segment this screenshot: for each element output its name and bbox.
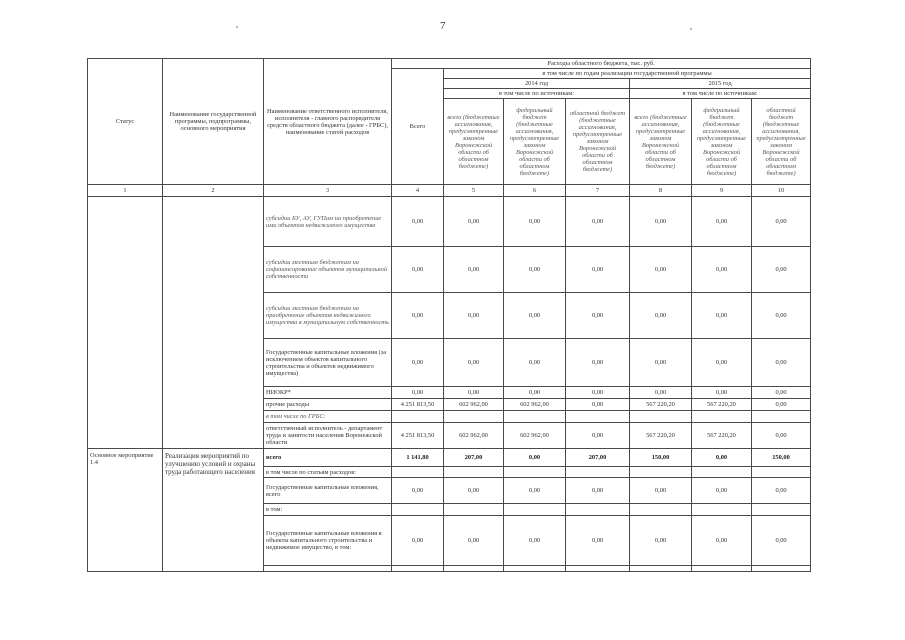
value-cell: 0,00 bbox=[692, 449, 752, 467]
header-by-years: в том числе по годам реализации государственной программы bbox=[444, 69, 811, 79]
program-cell-empty bbox=[163, 197, 264, 449]
header-executor: Наименование ответственного исполнителя, исполнителя - главного распорядителя средств областного бюджета (далее - ГРБС), наименование статей расходов bbox=[264, 59, 392, 185]
value-cell: 0,00 bbox=[630, 478, 692, 504]
value-cell-empty bbox=[566, 504, 630, 516]
budget-table bbox=[87, 58, 811, 572]
value-cell: 0,00 bbox=[752, 399, 811, 411]
value-cell: 0,00 bbox=[566, 423, 630, 449]
value-cell: 0,00 bbox=[392, 478, 444, 504]
value-cell: 0,00 bbox=[630, 247, 692, 293]
header-program-name: Наименование государственной программы, подпрограммы, основного мероприятия bbox=[163, 59, 264, 185]
row-label: Государственные капитальные вложения (за исключением объектов капитального строительства и объектов недвижимого имущества) bbox=[264, 339, 392, 387]
value-cell: 0,00 bbox=[504, 387, 566, 399]
value-cell: 0,00 bbox=[752, 293, 811, 339]
column-number: 1 bbox=[88, 185, 163, 197]
value-cell: 0,00 bbox=[692, 387, 752, 399]
column-number: 5 bbox=[444, 185, 504, 197]
value-cell: 4 251 813,50 bbox=[392, 399, 444, 411]
value-cell: 0,00 bbox=[752, 247, 811, 293]
value-cell: 0,00 bbox=[392, 197, 444, 247]
value-cell: 0,00 bbox=[444, 339, 504, 387]
header-2015-regional: областной бюджет (бюджетные ассигнования, предусмотренные законом Воронежской области об областном бюджете) bbox=[752, 99, 811, 185]
header-2014-regional: областной бюджет (бюджетные ассигнования, предусмотренные законом Воронежской области об областном бюджете) bbox=[566, 99, 630, 185]
value-cell: 0,00 bbox=[752, 423, 811, 449]
measure-status: Основное мероприятие 1.4 bbox=[88, 449, 163, 572]
value-cell: 150,00 bbox=[752, 449, 811, 467]
column-number: 2 bbox=[163, 185, 264, 197]
value-cell: 0,00 bbox=[692, 339, 752, 387]
row-label: субсидии БУ, АУ, ГУПам на приобретение ими объектов недвижимого имущества bbox=[264, 197, 392, 247]
value-cell-empty bbox=[392, 566, 444, 572]
value-cell: 0,00 bbox=[392, 247, 444, 293]
value-cell: 567 220,20 bbox=[692, 423, 752, 449]
value-cell-empty bbox=[392, 411, 444, 423]
value-cell-empty bbox=[752, 504, 811, 516]
header-2014-total: всего (бюджетные ассигнования, предусмотренные законом Воронежской области об областном бюджете) bbox=[444, 99, 504, 185]
value-cell: 602 962,00 bbox=[444, 423, 504, 449]
header-sources-2015: в том числе по источникам: bbox=[630, 89, 811, 99]
value-cell: 0,00 bbox=[752, 339, 811, 387]
value-cell: 0,00 bbox=[392, 339, 444, 387]
value-cell: 0,00 bbox=[752, 387, 811, 399]
value-cell-empty bbox=[752, 411, 811, 423]
value-cell: 602 962,00 bbox=[504, 399, 566, 411]
header-2014-federal: федеральный бюджет (бюджетные ассигнования, предусмотренные законом Воронежской области об областном бюджете) bbox=[504, 99, 566, 185]
value-cell-empty bbox=[504, 504, 566, 516]
value-cell: 0,00 bbox=[504, 478, 566, 504]
value-cell: 0,00 bbox=[692, 516, 752, 566]
value-cell: 0,00 bbox=[630, 516, 692, 566]
value-cell-empty bbox=[504, 411, 566, 423]
page-number: 7 bbox=[440, 20, 446, 32]
value-cell-empty bbox=[444, 566, 504, 572]
row-label: НИОКР* bbox=[264, 387, 392, 399]
value-cell: 0,00 bbox=[752, 197, 811, 247]
value-cell-empty bbox=[630, 504, 692, 516]
value-cell-empty bbox=[504, 467, 566, 478]
value-cell: 0,00 bbox=[444, 293, 504, 339]
value-cell: 150,00 bbox=[630, 449, 692, 467]
value-cell: 0,00 bbox=[566, 197, 630, 247]
status-cell-empty bbox=[88, 197, 163, 449]
value-cell: 0,00 bbox=[630, 197, 692, 247]
value-cell: 0,00 bbox=[566, 478, 630, 504]
row-label: в том числе по ГРБС: bbox=[264, 411, 392, 423]
value-cell-empty bbox=[444, 411, 504, 423]
column-number: 6 bbox=[504, 185, 566, 197]
value-cell: 0,00 bbox=[630, 293, 692, 339]
value-cell: 567 220,20 bbox=[630, 423, 692, 449]
value-cell-empty bbox=[566, 411, 630, 423]
value-cell: 0,00 bbox=[566, 516, 630, 566]
header-2015-total: всего (бюджетные ассигнования, предусмотренные законом Воронежской области об областном бюджете) bbox=[630, 99, 692, 185]
value-cell: 207,00 bbox=[566, 449, 630, 467]
value-cell-empty bbox=[692, 467, 752, 478]
value-cell: 602 962,00 bbox=[444, 399, 504, 411]
value-cell: 0,00 bbox=[752, 516, 811, 566]
value-cell-empty bbox=[752, 467, 811, 478]
value-cell-empty bbox=[444, 467, 504, 478]
value-cell: 0,00 bbox=[392, 387, 444, 399]
value-cell: 0,00 bbox=[504, 339, 566, 387]
value-cell: 567 220,20 bbox=[692, 399, 752, 411]
value-cell: 0,00 bbox=[504, 247, 566, 293]
row-label: в том: bbox=[264, 504, 392, 516]
column-number: 9 bbox=[692, 185, 752, 197]
value-cell: 0,00 bbox=[692, 247, 752, 293]
value-cell: 602 962,00 bbox=[504, 423, 566, 449]
value-cell: 1 141,80 bbox=[392, 449, 444, 467]
value-cell: 0,00 bbox=[504, 293, 566, 339]
value-cell: 0,00 bbox=[566, 339, 630, 387]
header-total: Всего bbox=[392, 69, 444, 185]
row-label: ответственный исполнитель - департамент труда и занятости населения Воронежской области bbox=[264, 423, 392, 449]
value-cell-empty bbox=[692, 504, 752, 516]
row-label: прочие расходы bbox=[264, 399, 392, 411]
column-number: 4 bbox=[392, 185, 444, 197]
value-cell: 0,00 bbox=[444, 478, 504, 504]
value-cell: 0,00 bbox=[504, 197, 566, 247]
row-label: всего bbox=[264, 449, 392, 467]
value-cell-empty bbox=[692, 411, 752, 423]
value-cell-empty bbox=[566, 566, 630, 572]
value-cell-empty bbox=[630, 467, 692, 478]
value-cell: 0,00 bbox=[630, 339, 692, 387]
header-year-2015: 2015 год bbox=[630, 79, 811, 89]
value-cell: 4 251 813,50 bbox=[392, 423, 444, 449]
row-label: в том числе по статьям расходов: bbox=[264, 467, 392, 478]
table-row bbox=[88, 449, 811, 467]
header-sources-2014: в том числе по источникам: bbox=[444, 89, 630, 99]
value-cell-empty bbox=[392, 467, 444, 478]
value-cell: 0,00 bbox=[444, 247, 504, 293]
header-2015-federal: федеральный бюджет (бюджетные ассигнования, предусмотренные законом Воронежской области об областном бюджете) bbox=[692, 99, 752, 185]
value-cell: 0,00 bbox=[692, 293, 752, 339]
value-cell: 0,00 bbox=[504, 516, 566, 566]
value-cell-empty bbox=[630, 566, 692, 572]
value-cell-empty bbox=[752, 566, 811, 572]
scan-speck bbox=[690, 28, 692, 30]
value-cell-empty bbox=[504, 566, 566, 572]
row-label: Государственные капитальные вложения в объекты капитального строительства и недвижимое имущество, в том: bbox=[264, 516, 392, 566]
value-cell: 0,00 bbox=[444, 387, 504, 399]
header-status: Статус bbox=[88, 59, 163, 185]
value-cell: 0,00 bbox=[504, 449, 566, 467]
value-cell: 0,00 bbox=[566, 387, 630, 399]
row-label: субсидии местным бюджетам на приобретение объектов недвижимого имущества в муниципальную собственность bbox=[264, 293, 392, 339]
value-cell-empty bbox=[692, 566, 752, 572]
column-number: 7 bbox=[566, 185, 630, 197]
column-number: 8 bbox=[630, 185, 692, 197]
value-cell: 0,00 bbox=[566, 247, 630, 293]
value-cell-empty bbox=[566, 467, 630, 478]
value-cell-empty bbox=[444, 504, 504, 516]
value-cell: 0,00 bbox=[566, 293, 630, 339]
value-cell: 0,00 bbox=[692, 478, 752, 504]
header-year-2014: 2014 год bbox=[444, 79, 630, 89]
scan-speck bbox=[236, 26, 238, 28]
table-row bbox=[88, 197, 811, 247]
value-cell-empty bbox=[630, 411, 692, 423]
column-number: 3 bbox=[264, 185, 392, 197]
row-label-empty bbox=[264, 566, 392, 572]
value-cell: 0,00 bbox=[566, 399, 630, 411]
header-expenses-title: Расходы областного бюджета, тыс. руб. bbox=[392, 59, 811, 69]
value-cell: 0,00 bbox=[630, 387, 692, 399]
value-cell: 0,00 bbox=[444, 516, 504, 566]
value-cell: 207,00 bbox=[444, 449, 504, 467]
value-cell: 0,00 bbox=[392, 516, 444, 566]
value-cell: 0,00 bbox=[692, 197, 752, 247]
value-cell: 567 220,20 bbox=[630, 399, 692, 411]
measure-name: Реализация мероприятий по улучшению условий и охраны труда работающего населения bbox=[163, 449, 264, 572]
value-cell: 0,00 bbox=[752, 478, 811, 504]
value-cell: 0,00 bbox=[392, 293, 444, 339]
value-cell-empty bbox=[392, 504, 444, 516]
row-label: Государственные капитальные вложения, всего bbox=[264, 478, 392, 504]
value-cell: 0,00 bbox=[444, 197, 504, 247]
row-label: субсидии местным бюджетам на софинансирование объектов муниципальной собственности bbox=[264, 247, 392, 293]
column-number: 10 bbox=[752, 185, 811, 197]
